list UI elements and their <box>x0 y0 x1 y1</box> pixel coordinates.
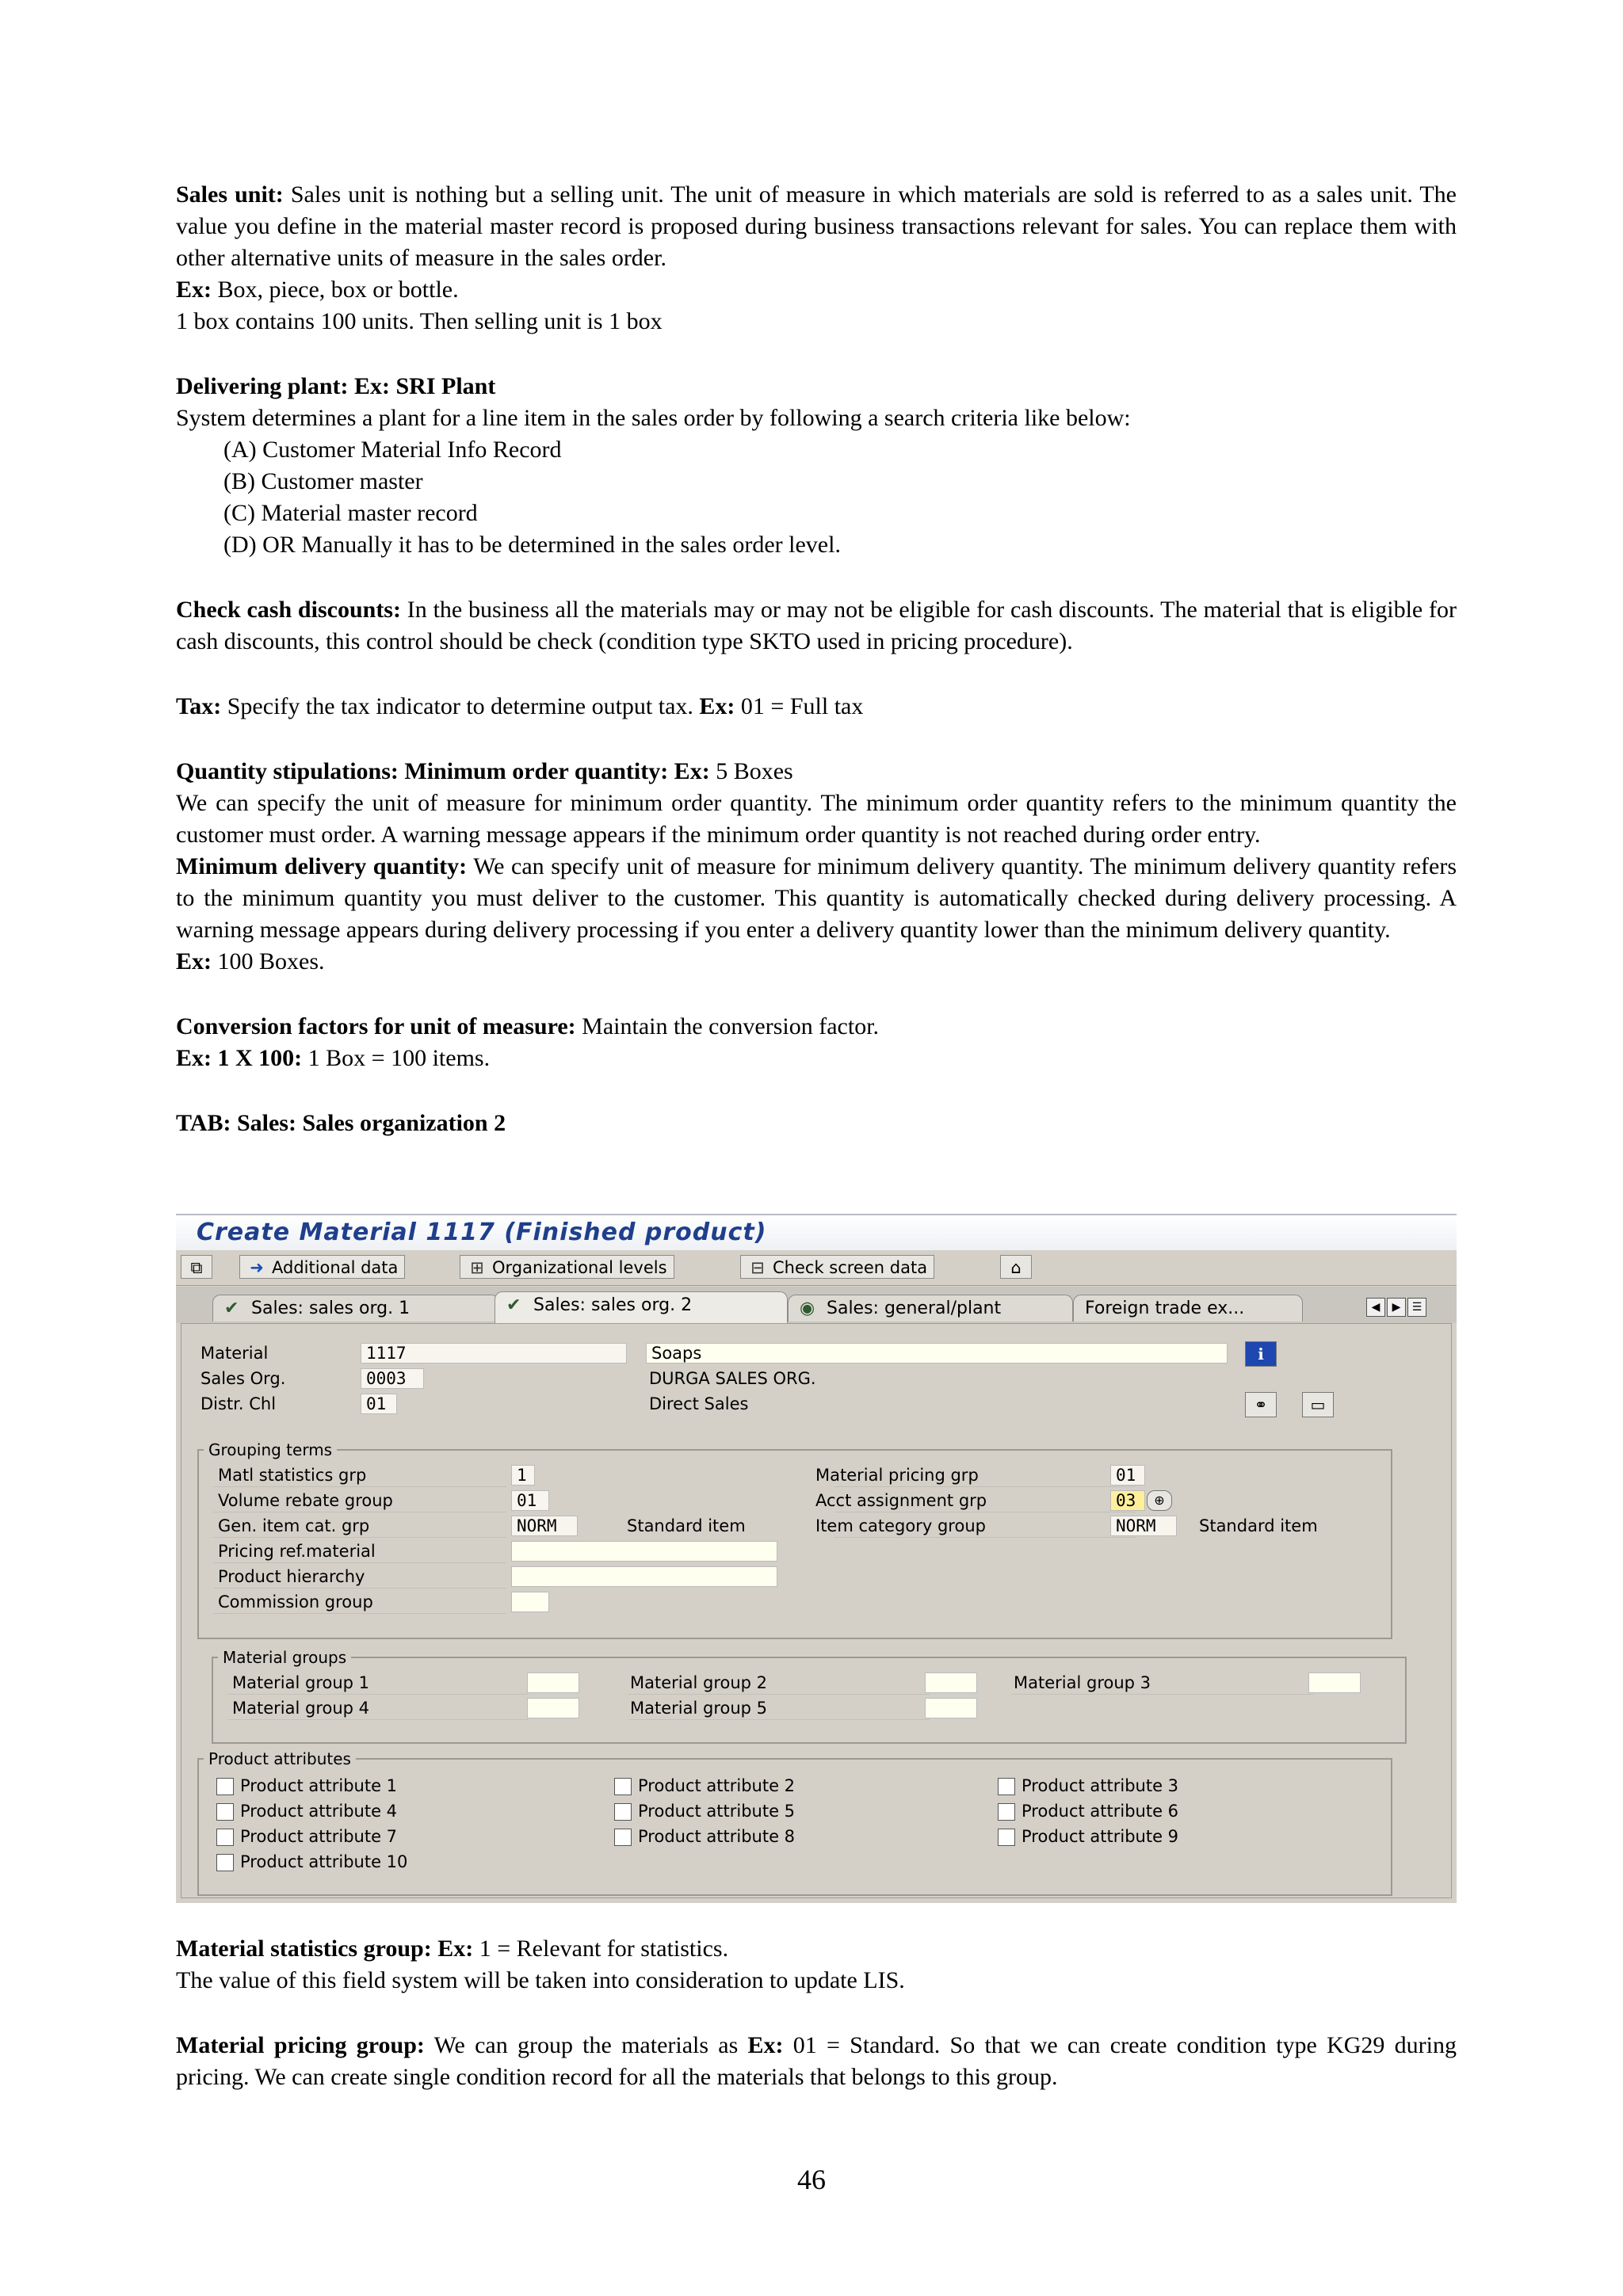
sales-org-field[interactable]: 0003 <box>361 1368 424 1389</box>
material-group-4-label: Material group 4 <box>232 1699 370 1718</box>
min-order-paragraph: We can specify the unit of measure for minimum order quantity. The minimum order quantity refers to the minimum quantity the customer must order. A warning message appears if the minimum order quantity is not reached during order entry. <box>176 790 1457 848</box>
other-material-icon: ⧉ <box>190 1258 203 1277</box>
other-material-button[interactable] <box>181 1255 212 1279</box>
list-item: (A) Customer Material Info Record <box>223 437 562 463</box>
material-group-1-label: Material group 1 <box>232 1673 370 1692</box>
list-item: (D) OR Manually it has to be determined in the sales order level. <box>223 532 841 558</box>
material-group-2-label: Material group 2 <box>630 1673 768 1692</box>
sap-titlebar <box>176 1214 1457 1250</box>
page-number: 46 <box>797 2164 826 2195</box>
tab-heading: TAB: Sales: Sales organization 2 <box>176 1110 506 1136</box>
quantity-stipulations-title: Quantity stipulations: Minimum order quantity: Ex: 5 Boxes <box>176 758 793 784</box>
product-attribute-2-checkbox[interactable]: Product attribute 2 <box>614 1775 795 1796</box>
sap-screenshot <box>176 1214 1457 1903</box>
product-attribute-1-checkbox[interactable]: Product attribute 1 <box>216 1775 397 1796</box>
material-group-1-field[interactable] <box>527 1672 579 1693</box>
tab-eye-icon: ◉ <box>800 1299 815 1318</box>
acct-assignment-field[interactable]: 03 <box>1110 1490 1145 1511</box>
product-attribute-8-checkbox[interactable]: Product attribute 8 <box>614 1826 795 1847</box>
document-icon[interactable]: ▭ <box>1302 1392 1334 1417</box>
material-group-5-field[interactable] <box>925 1698 977 1718</box>
tab-check-icon: ✔ <box>506 1295 521 1315</box>
min-delivery-example: Ex: 100 Boxes. <box>176 948 325 974</box>
lock-button[interactable] <box>1000 1255 1032 1279</box>
item-category-label: Item category group <box>815 1516 986 1535</box>
acct-assignment-label: Acct assignment grp <box>815 1491 987 1510</box>
material-pricing-label: Material pricing grp <box>815 1466 979 1485</box>
product-attribute-9-checkbox[interactable]: Product attribute 9 <box>998 1826 1178 1847</box>
distr-channel-label: Distr. Chl <box>200 1394 277 1413</box>
additional-data-button[interactable]: ➜ Additional data <box>239 1255 405 1279</box>
commission-group-field[interactable] <box>511 1592 549 1612</box>
product-attribute-10-checkbox[interactable]: Product attribute 10 <box>216 1852 407 1872</box>
tab-list-icon[interactable]: ☰ <box>1407 1298 1426 1317</box>
product-attribute-5-checkbox[interactable]: Product attribute 5 <box>614 1801 795 1821</box>
tab-sales-org-1[interactable]: ✔ Sales: sales org. 1 <box>212 1295 499 1322</box>
material-field[interactable]: 1117 <box>361 1343 627 1363</box>
sales-unit-example: Ex: Box, piece, box or bottle. <box>176 277 459 303</box>
tab-scroll-left-icon[interactable]: ◀ <box>1366 1298 1385 1317</box>
commission-group-label: Commission group <box>218 1592 373 1611</box>
org-levels-icon: ⊞ <box>470 1258 484 1277</box>
material-statistics-lis: The value of this field system will be taken into consideration to update LIS. <box>176 1967 905 1993</box>
arrow-right-icon: ➜ <box>250 1258 264 1277</box>
conversion-paragraph: Conversion factors for unit of measure: Maintain the conversion factor. <box>176 1013 880 1039</box>
product-attribute-3-checkbox[interactable]: Product attribute 3 <box>998 1775 1178 1796</box>
material-description-field[interactable]: Soaps <box>646 1343 1228 1363</box>
distr-channel-description: Direct Sales <box>649 1394 749 1413</box>
delivering-plant-intro: System determines a plant for a line item in the sales order by following a search criteria like below: <box>176 405 1131 431</box>
item-category-description: Standard item <box>1199 1516 1318 1535</box>
gen-item-cat-field[interactable]: NORM <box>511 1516 578 1536</box>
sales-org-label: Sales Org. <box>200 1369 286 1388</box>
material-group-2-field[interactable] <box>925 1672 977 1693</box>
tab-scroll-right-icon[interactable]: ▶ <box>1387 1298 1406 1317</box>
material-group-3-field[interactable] <box>1308 1672 1361 1693</box>
volume-rebate-label: Volume rebate group <box>218 1491 393 1510</box>
organizational-levels-button[interactable]: ⊞ Organizational levels <box>460 1255 674 1279</box>
distr-channel-field[interactable]: 01 <box>361 1394 397 1414</box>
material-pricing-field[interactable]: 01 <box>1110 1465 1145 1486</box>
item-category-field[interactable]: NORM <box>1110 1516 1177 1536</box>
volume-rebate-field[interactable]: 01 <box>511 1490 549 1511</box>
sales-unit-paragraph: Sales unit: Sales unit is nothing but a selling unit. The unit of measure in which materials are sold is referred to as a sales unit. The value you define in the material master record is proposed during business transactions relevant for sales. You can replace them with other alternative units of measure in the sales order. <box>176 181 1457 271</box>
product-hierarchy-field[interactable] <box>511 1566 777 1587</box>
info-icon[interactable]: i <box>1245 1341 1277 1367</box>
conversion-example: Ex: 1 X 100: 1 Box = 100 items. <box>176 1045 491 1071</box>
matl-statistics-field[interactable]: 1 <box>511 1465 535 1486</box>
tab-sales-general-plant[interactable]: ◉ Sales: general/plant <box>788 1295 1073 1322</box>
sap-window-title: Create Material 1117 (Finished product) <box>197 1219 767 1246</box>
check-screen-icon: ⊟ <box>750 1258 765 1277</box>
min-delivery-paragraph: Minimum delivery quantity: We can specify unit of measure for minimum delivery quantity. The minimum delivery quantity refers to the minimum quantity you must deliver to the customer. This quantity is automatically checked during delivery processing. A warning message appears during delivery processing if you enter a delivery quantity lower than the minimum delivery quantity. <box>176 853 1457 943</box>
cash-discount-paragraph: Check cash discounts: In the business all the materials may or may not be eligible for cash discounts. The material that is eligible for cash discounts, this control should be check (condition type SKTO used in pricing procedure). <box>176 597 1457 654</box>
material-group-5-label: Material group 5 <box>630 1699 768 1718</box>
material-pricing-paragraph: Material pricing group: We can group the materials as Ex: 01 = Standard. So that we can create condition type KG29 during pricing. We can create single condition record for all the materials that belongs to this group. <box>176 2032 1457 2090</box>
sap-toolbar <box>176 1250 1457 1286</box>
material-groups-group <box>212 1648 1407 1744</box>
sap-form-area <box>181 1323 1452 1898</box>
gen-item-cat-description: Standard item <box>627 1516 746 1535</box>
material-group-3-label: Material group 3 <box>1014 1673 1151 1692</box>
sap-tabstrip <box>176 1287 1457 1323</box>
tab-foreign-trade[interactable]: Foreign trade ex... <box>1073 1295 1303 1322</box>
check-screen-data-button[interactable]: ⊟ Check screen data <box>740 1255 934 1279</box>
gen-item-cat-label: Gen. item cat. grp <box>218 1516 370 1535</box>
lock-icon: ⌂ <box>1010 1258 1022 1277</box>
document-body-lower <box>176 1933 1457 2093</box>
product-attribute-6-checkbox[interactable]: Product attribute 6 <box>998 1801 1178 1821</box>
product-attributes-group <box>197 1749 1392 1896</box>
material-groups-title: Material groups <box>218 1647 351 1668</box>
plant-criteria-list <box>176 434 1457 561</box>
material-label: Material <box>200 1344 269 1363</box>
material-group-4-field[interactable] <box>527 1698 579 1718</box>
material-statistics-paragraph: Material statistics group: Ex: 1 = Relevant for statistics. <box>176 1936 729 1962</box>
pricing-ref-material-field[interactable] <box>511 1541 777 1562</box>
product-hierarchy-label: Product hierarchy <box>218 1567 365 1586</box>
glasses-icon[interactable]: ⚭ <box>1245 1392 1277 1417</box>
matl-statistics-label: Matl statistics grp <box>218 1466 367 1485</box>
tab-check-icon: ✔ <box>224 1299 239 1318</box>
product-attribute-7-checkbox[interactable]: Product attribute 7 <box>216 1826 397 1847</box>
document-body <box>176 179 1457 1139</box>
product-attribute-4-checkbox[interactable]: Product attribute 4 <box>216 1801 397 1821</box>
list-item: (C) Material master record <box>223 500 478 526</box>
delivering-plant-title: Delivering plant: Ex: SRI Plant <box>176 373 496 399</box>
search-help-icon[interactable]: ⊕ <box>1147 1490 1172 1511</box>
grouping-terms-title: Grouping terms <box>204 1440 337 1460</box>
grouping-terms-group <box>197 1440 1392 1639</box>
sales-unit-box: 1 box contains 100 units. Then selling unit is 1 box <box>176 308 663 334</box>
product-attributes-title: Product attributes <box>204 1749 356 1769</box>
list-item: (B) Customer master <box>223 468 423 494</box>
tax-paragraph: Tax: Specify the tax indicator to determine output tax. Ex: 01 = Full tax <box>176 693 864 719</box>
sales-org-description: DURGA SALES ORG. <box>649 1369 816 1388</box>
tab-sales-org-2[interactable]: ✔ Sales: sales org. 2 <box>495 1291 788 1323</box>
pricing-ref-material-label: Pricing ref.material <box>218 1542 376 1561</box>
